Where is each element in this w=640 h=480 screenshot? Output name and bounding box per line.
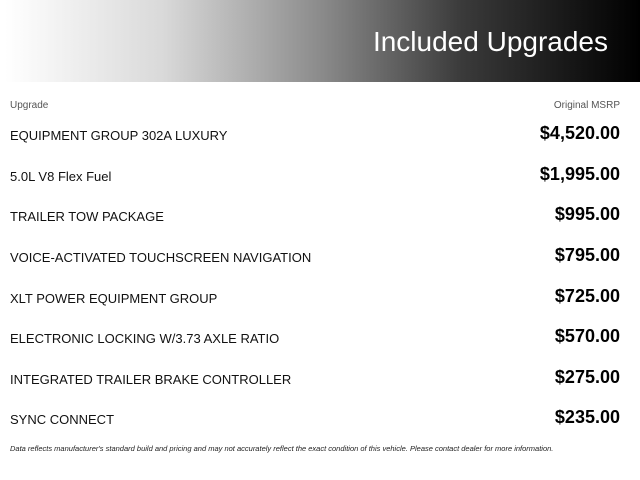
upgrade-row: [10, 161, 620, 191]
upgrade-row: [10, 404, 620, 434]
upgrade-row: [10, 120, 620, 150]
upgrade-row: [10, 364, 620, 394]
upgrade-name: 5.0L V8 Flex Fuel: [10, 169, 112, 184]
upgrade-name: INTEGRATED TRAILER BRAKE CONTROLLER: [10, 372, 292, 387]
upgrade-row: [10, 323, 620, 353]
upgrade-name: SYNC CONNECT: [10, 412, 115, 427]
upgrade-price: $275.00: [554, 367, 620, 387]
disclaimer-text: Data reflects manufacturer's standard build and pricing and may not accurately reflect the exact condition of this vehicle. Please contact dealer for more information.: [10, 444, 554, 453]
upgrade-row: [10, 242, 620, 272]
upgrade-name: ELECTRONIC LOCKING W/3.73 AXLE RATIO: [10, 331, 280, 346]
upgrade-price: $725.00: [554, 286, 620, 306]
upgrade-price: $4,520.00: [539, 123, 620, 143]
upgrade-price: $235.00: [554, 407, 620, 427]
upgrade-name: VOICE-ACTIVATED TOUCHSCREEN NAVIGATION: [10, 250, 312, 265]
upgrade-price: $570.00: [554, 326, 620, 346]
column-header-msrp: Original MSRP: [553, 100, 620, 111]
header-banner: [5, 0, 640, 82]
upgrade-row: [10, 283, 620, 313]
page-title: Included Upgrades: [372, 26, 608, 57]
upgrade-name: TRAILER TOW PACKAGE: [10, 209, 164, 224]
upgrade-price: $995.00: [554, 204, 620, 224]
upgrade-name: EQUIPMENT GROUP 302A LUXURY: [10, 128, 228, 143]
upgrade-price: $795.00: [554, 245, 620, 265]
upgrade-price: $1,995.00: [539, 164, 620, 184]
column-header-upgrade: Upgrade: [10, 100, 49, 111]
upgrade-row: [10, 201, 620, 231]
upgrade-name: XLT POWER EQUIPMENT GROUP: [10, 291, 218, 306]
